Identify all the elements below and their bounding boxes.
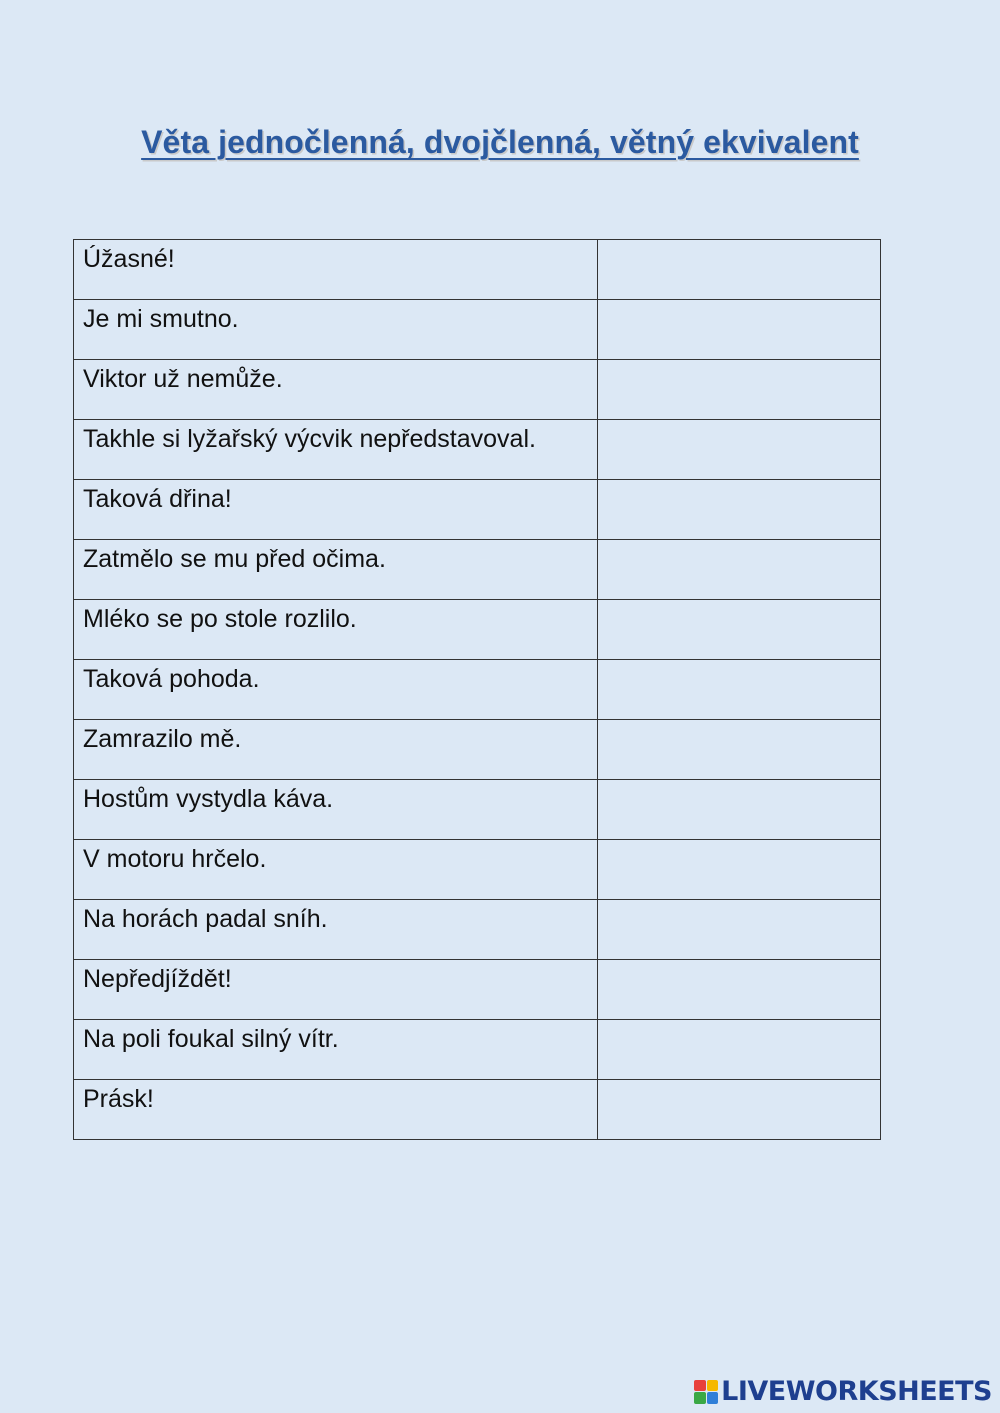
sentence-cell: Prásk!: [74, 1080, 598, 1140]
sentence-cell: Na poli foukal silný vítr.: [74, 1020, 598, 1080]
liveworksheets-branding: [694, 1376, 992, 1407]
logo-tile-blue: [707, 1392, 719, 1404]
sentence-cell: Taková pohoda.: [74, 660, 598, 720]
answer-cell[interactable]: [598, 1080, 881, 1140]
liveworksheets-logo-icon: [694, 1380, 718, 1404]
logo-tile-red: [694, 1380, 706, 1392]
table-row: [74, 420, 881, 480]
table-row: [74, 1080, 881, 1140]
answer-cell[interactable]: [598, 540, 881, 600]
table-row: [74, 300, 881, 360]
logo-tile-yellow: [707, 1380, 719, 1392]
table-row: [74, 720, 881, 780]
logo-tile-green: [694, 1392, 706, 1404]
answer-cell[interactable]: [598, 720, 881, 780]
answer-cell[interactable]: [598, 660, 881, 720]
answer-cell[interactable]: [598, 1020, 881, 1080]
sentence-cell: Zatmělo se mu před očima.: [74, 540, 598, 600]
table-row: [74, 600, 881, 660]
answer-cell[interactable]: [598, 300, 881, 360]
brand-name: LIVEWORKSHEETS: [721, 1376, 992, 1407]
table-row: [74, 240, 881, 300]
sentence-cell: V motoru hrčelo.: [74, 840, 598, 900]
sentence-cell: Taková dřina!: [74, 480, 598, 540]
answer-cell[interactable]: [598, 960, 881, 1020]
answer-cell[interactable]: [598, 840, 881, 900]
table-row: [74, 840, 881, 900]
table-row: [74, 360, 881, 420]
table-row: [74, 540, 881, 600]
answer-cell[interactable]: [598, 900, 881, 960]
answer-cell[interactable]: [598, 240, 881, 300]
sentence-cell: Nepředjíždět!: [74, 960, 598, 1020]
answer-cell[interactable]: [598, 600, 881, 660]
sentence-cell: Úžasné!: [74, 240, 598, 300]
sentence-cell: Takhle si lyžařský výcvik nepředstavoval.: [74, 420, 598, 480]
table-row: [74, 480, 881, 540]
table-row: [74, 660, 881, 720]
sentence-cell: Viktor už nemůže.: [74, 360, 598, 420]
table-row: [74, 780, 881, 840]
sentence-cell: Na horách padal sníh.: [74, 900, 598, 960]
answer-cell[interactable]: [598, 480, 881, 540]
answer-cell[interactable]: [598, 780, 881, 840]
answer-cell[interactable]: [598, 420, 881, 480]
sentence-cell: Zamrazilo mě.: [74, 720, 598, 780]
sentence-cell: Je mi smutno.: [74, 300, 598, 360]
sentence-cell: Mléko se po stole rozlilo.: [74, 600, 598, 660]
table-row: [74, 900, 881, 960]
table-row: [74, 960, 881, 1020]
worksheet-title: Věta jednočlenná, dvojčlenná, větný ekvivalent: [141, 124, 859, 160]
answer-cell[interactable]: [598, 360, 881, 420]
sentence-table: [73, 239, 881, 1140]
sentence-cell: Hostům vystydla káva.: [74, 780, 598, 840]
table-row: [74, 1020, 881, 1080]
